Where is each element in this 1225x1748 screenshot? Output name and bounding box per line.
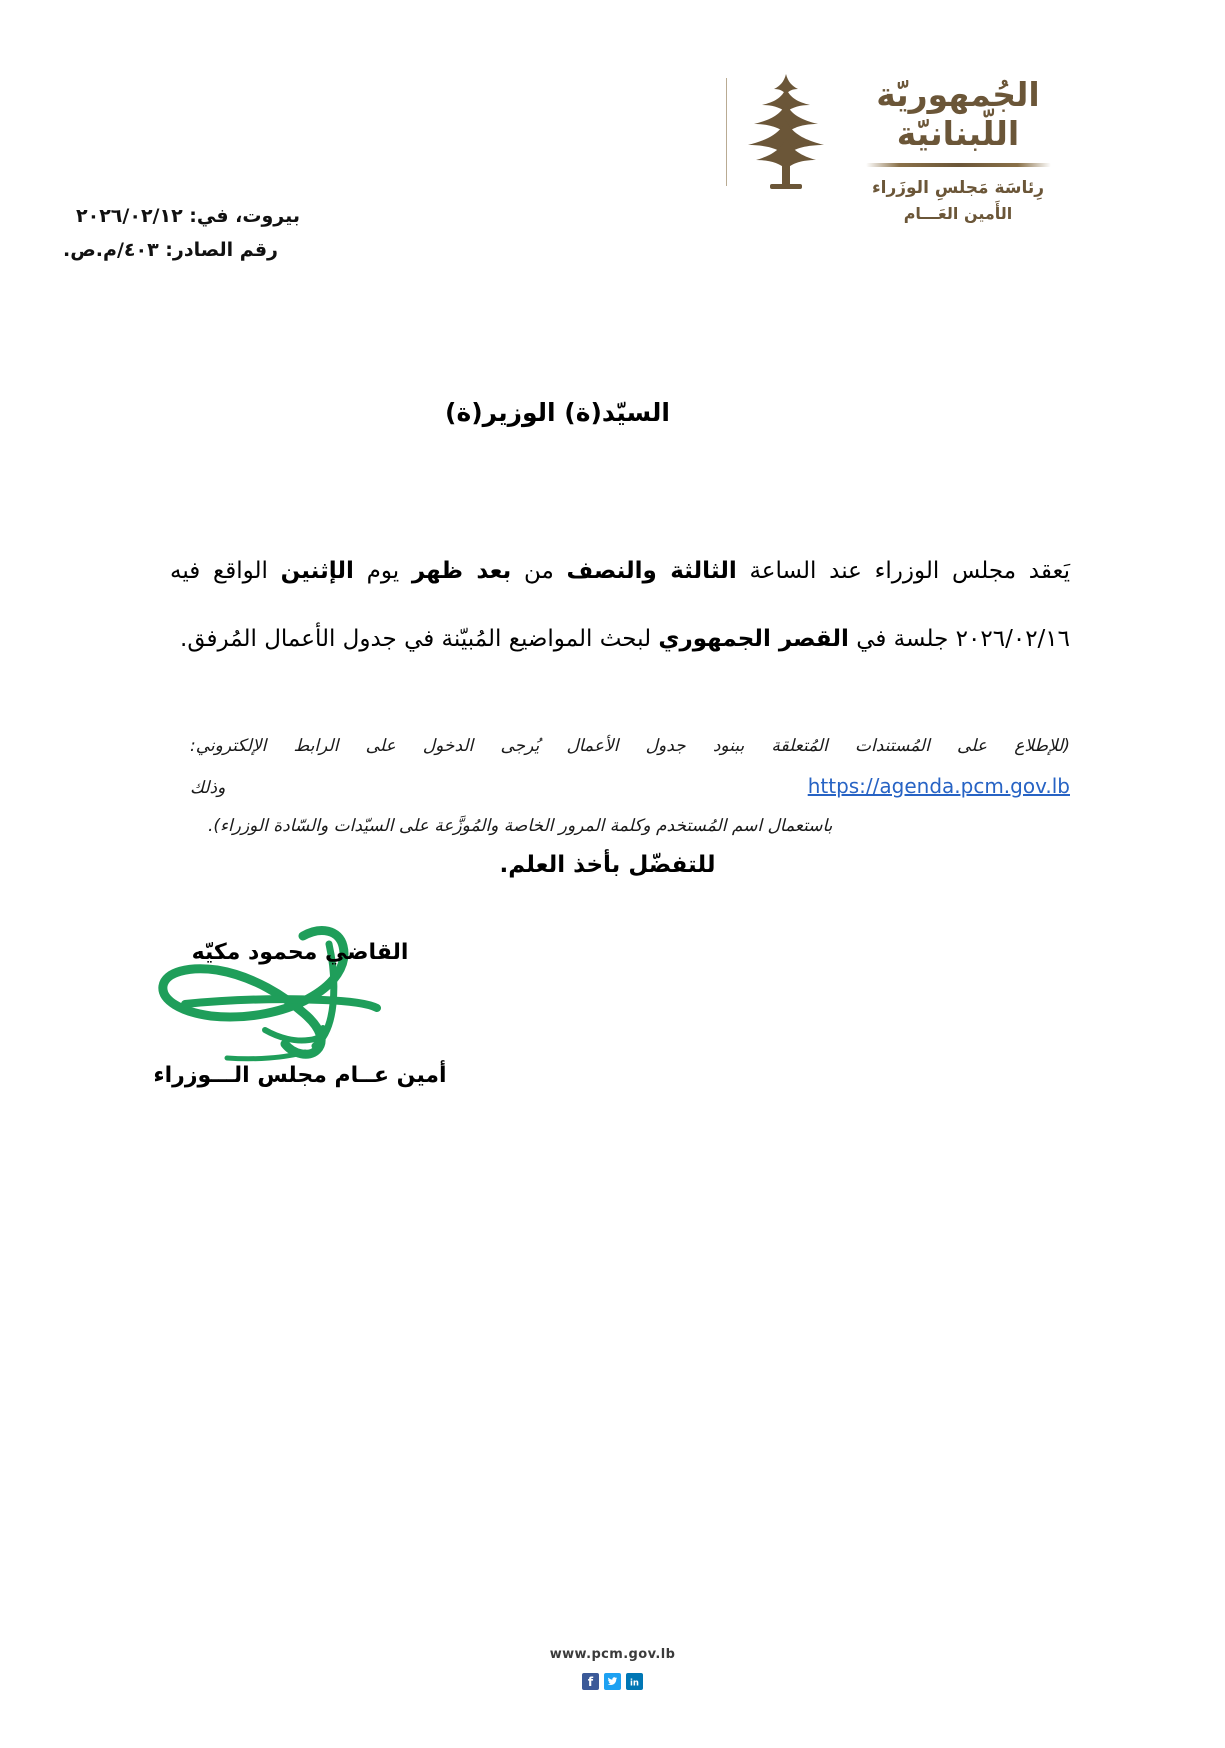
note-text-before-url: (للإطلاع على المُستندات المُتعلقة ببنود جدول الأعمال يُرجى الدخول على الرابط الإلكتروني: bbox=[190, 736, 1070, 756]
body-text-1e: يوم bbox=[353, 558, 412, 584]
footer-website: www.pcm.gov.lb bbox=[549, 1647, 676, 1662]
subdepartment-name: الأَمين العَـــام bbox=[903, 204, 1013, 224]
emblem-divider bbox=[866, 163, 1051, 167]
signatory-title: أمين عــام مجلس الـــوزراء bbox=[153, 1063, 447, 1088]
body-text-1c: من bbox=[511, 558, 567, 584]
body-text-2a: ٢٠٢٦/٠٢/١٦ جلسة في bbox=[848, 625, 1070, 652]
body-bold-day: الإثنين bbox=[280, 558, 354, 584]
body-bold-time: الثالثة والنصف bbox=[566, 558, 737, 584]
body-line-2 bbox=[170, 606, 1070, 674]
page-footer bbox=[0, 1647, 1225, 1690]
signature-block bbox=[135, 940, 465, 1088]
body-bold-venue: القصر الجمهوري bbox=[658, 625, 849, 652]
body-text-1g: الواقع فيه bbox=[170, 558, 281, 584]
body-bold-afternoon: بعد ظهر bbox=[411, 558, 512, 584]
note-line-2: باستعمال اسم المُستخدم وكلمة المرور الخاصة والمُوزَّعة على السيّدات والسّادة الوزراء). bbox=[208, 815, 833, 836]
facebook-icon[interactable] bbox=[582, 1673, 599, 1690]
twitter-icon[interactable] bbox=[604, 1673, 621, 1690]
note-text-after-url: وذلك bbox=[190, 777, 808, 798]
closing-line: للتفضّل بأخذ العلم. bbox=[499, 852, 716, 878]
svg-text:in: in bbox=[630, 1678, 639, 1689]
letterhead bbox=[740, 70, 1070, 227]
document-meta bbox=[0, 200, 300, 268]
date-line: بيروت، في: ٢٠٢٦/٠٢/١٢ bbox=[76, 205, 300, 227]
svg-text:f: f bbox=[587, 1675, 594, 1689]
salutation: السيّد(ة) الوزير(ة) bbox=[445, 398, 670, 427]
handwritten-signature-icon bbox=[115, 900, 475, 1090]
agenda-portal-link[interactable]: https://agenda.pcm.gov.lb bbox=[807, 773, 1070, 798]
header-vertical-divider bbox=[726, 78, 727, 186]
cedar-tree-icon bbox=[740, 70, 832, 190]
note-line-1 bbox=[190, 728, 1070, 808]
reference-number-line: رقم الصادر: ٤٠٣/م.ص. bbox=[63, 238, 278, 261]
body-text-2c: لبحث المواضيع المُبيّنة في جدول الأعمال المُرفق. bbox=[180, 625, 659, 652]
letter-body bbox=[170, 538, 1070, 674]
department-name: رِئاسَة مَجلسِ الوزَراء bbox=[871, 177, 1045, 198]
agenda-access-note bbox=[190, 728, 1070, 844]
social-links bbox=[0, 1673, 1225, 1690]
body-line-1 bbox=[170, 538, 1070, 606]
signatory-name: القاضي محمود مكيّه bbox=[191, 940, 409, 965]
emblem-line-2: اللّبنانيّة bbox=[896, 113, 1020, 153]
linkedin-icon[interactable] bbox=[626, 1673, 643, 1690]
body-text-1a: يَعقد مجلس الوزراء عند الساعة bbox=[736, 558, 1070, 584]
emblem-line-1: الجُمهوريّة bbox=[876, 75, 1040, 114]
